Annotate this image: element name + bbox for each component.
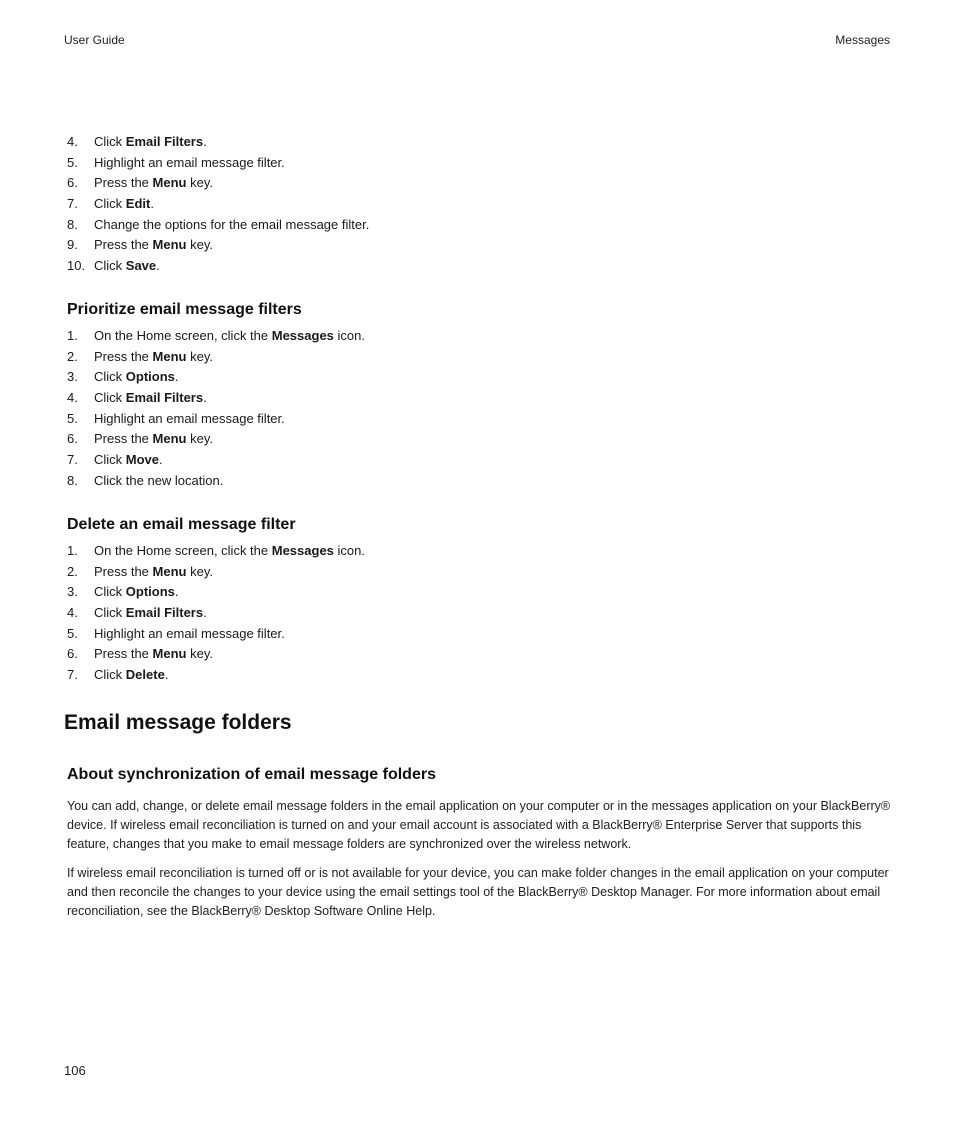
step-text-end: key. (186, 431, 213, 447)
step-text: Press the (94, 431, 153, 447)
list-item (67, 665, 365, 686)
step-number: 7. (67, 667, 78, 683)
step-text: Click (94, 369, 126, 385)
step-number: 1. (67, 543, 78, 558)
list-item (67, 603, 365, 624)
chapter-heading-folders: Email message folders (64, 711, 292, 734)
step-text: Press the (94, 237, 153, 253)
list-item (67, 173, 369, 194)
page-number: 106 (64, 1063, 86, 1078)
section-heading-delete: Delete an email message filter (67, 516, 296, 533)
section-heading-sync: About synchronization of email message folders (67, 766, 436, 783)
step-number: 1. (67, 328, 78, 343)
sync-paragraph-1: You can add, change, or delete email message folders in the email application on your computer or in the messages application on your BlackBerry® device. If wireless email reconciliation is turned on and your email account is associated with a BlackBerry® Enterprise Server that supports this feature, changes that you make to email message folders are synchronized over the wireless network. (67, 799, 891, 851)
step-text: Click (94, 452, 126, 468)
step-number: 8. (67, 216, 78, 232)
delete-steps (67, 541, 365, 686)
step-number: 9. (67, 237, 78, 253)
step-number: 6. (67, 431, 78, 447)
step-number: 8. (67, 472, 78, 488)
list-item (67, 624, 365, 645)
step-text: On the Home screen, click the (94, 328, 272, 343)
list-item (67, 644, 365, 665)
step-number: 4. (67, 390, 78, 406)
step-number: 5. (67, 625, 78, 641)
step-number: 5. (67, 154, 78, 170)
step-number: 2. (67, 348, 78, 364)
step-number: 5. (67, 410, 78, 426)
step-text-end: . (174, 584, 179, 600)
step-ui-term: Delete (125, 667, 165, 683)
step-text: Click (94, 134, 126, 149)
step-text: On the Home screen, click the (94, 543, 272, 558)
step-ui-term: Messages (271, 328, 334, 343)
step-ui-term: Menu (152, 237, 187, 253)
list-item (67, 388, 365, 409)
step-text-end: key. (186, 646, 213, 662)
step-text: Click (94, 605, 126, 621)
step-text-end: . (159, 452, 163, 468)
step-ui-term: Menu (152, 431, 187, 447)
step-number: 7. (67, 452, 78, 468)
step-ui-term: Email Filters (125, 134, 204, 149)
step-number: 3. (67, 584, 78, 600)
list-item (67, 256, 369, 277)
list-item (67, 326, 365, 347)
list-item (67, 450, 365, 471)
step-ui-term: Menu (152, 646, 187, 662)
list-item (67, 153, 369, 174)
list-item (67, 582, 365, 603)
step-number: 4. (67, 134, 78, 149)
step-text-end: . (150, 196, 154, 212)
list-item (67, 367, 365, 388)
sync-paragraph-2: If wireless email reconciliation is turned off or is not available for your device, you can make folder changes in the email application on your computer and then reconcile the changes to your device using the email settings tool of the BlackBerry® Desktop Manager. For more information about email reconciliation, see the BlackBerry® Desktop Software Online Help. (67, 866, 889, 918)
step-text: Click (94, 258, 126, 274)
step-ui-term: Save (125, 258, 157, 274)
step-number: 7. (67, 196, 78, 212)
step-number: 10. (67, 258, 86, 274)
step-number: 2. (67, 563, 78, 579)
step-ui-term: Move (125, 452, 160, 468)
list-item (67, 235, 369, 256)
running-header-right: Messages (835, 33, 890, 47)
step-text: Highlight an email message filter. (94, 154, 285, 170)
list-item (67, 132, 369, 153)
step-text-end: . (156, 258, 160, 274)
step-text: Click (94, 390, 126, 406)
step-ui-term: Edit (125, 196, 151, 212)
list-item (67, 429, 365, 450)
list-item (67, 194, 369, 215)
step-text: Click (94, 584, 126, 600)
step-text: Press the (94, 563, 153, 579)
list-item (67, 541, 365, 562)
step-text: Highlight an email message filter. (94, 625, 285, 641)
step-number: 6. (67, 175, 78, 191)
step-text: Click (94, 196, 126, 212)
list-item (67, 471, 365, 492)
step-ui-term: Messages (271, 543, 334, 558)
step-text-end: . (203, 605, 207, 621)
step-text: Press the (94, 348, 153, 364)
step-text-end: icon. (333, 328, 365, 343)
running-header-left: User Guide (64, 33, 125, 47)
step-ui-term: Email Filters (125, 390, 204, 406)
step-text: Press the (94, 175, 153, 191)
step-number: 6. (67, 646, 78, 662)
list-item (67, 409, 365, 430)
step-ui-term: Menu (152, 175, 187, 191)
list-item (67, 562, 365, 583)
step-ui-term: Options (125, 584, 175, 600)
list-item (67, 347, 365, 368)
step-ui-term: Options (125, 369, 175, 385)
step-text-end: key. (186, 563, 213, 579)
filter-edit-steps (67, 132, 369, 277)
step-text-end: key. (186, 348, 213, 364)
step-text-end: key. (186, 175, 213, 191)
step-text: Click (94, 667, 126, 683)
step-text: Highlight an email message filter. (94, 410, 285, 426)
step-text-end: key. (186, 237, 213, 253)
step-ui-term: Menu (152, 348, 187, 364)
prioritize-steps (67, 326, 365, 492)
step-text-end: . (164, 667, 169, 683)
step-text: Click the new location. (94, 472, 224, 488)
step-text-end: . (203, 390, 207, 406)
step-number: 4. (67, 605, 78, 621)
step-text-end: . (203, 134, 207, 149)
step-text: Change the options for the email message filter. (94, 216, 370, 232)
step-text: Press the (94, 646, 153, 662)
step-ui-term: Menu (152, 563, 187, 579)
step-number: 3. (67, 369, 78, 385)
list-item (67, 215, 369, 236)
step-ui-term: Email Filters (125, 605, 204, 621)
section-heading-prioritize: Prioritize email message filters (67, 301, 302, 318)
step-text-end: icon. (333, 543, 365, 558)
step-text-end: . (174, 369, 179, 385)
